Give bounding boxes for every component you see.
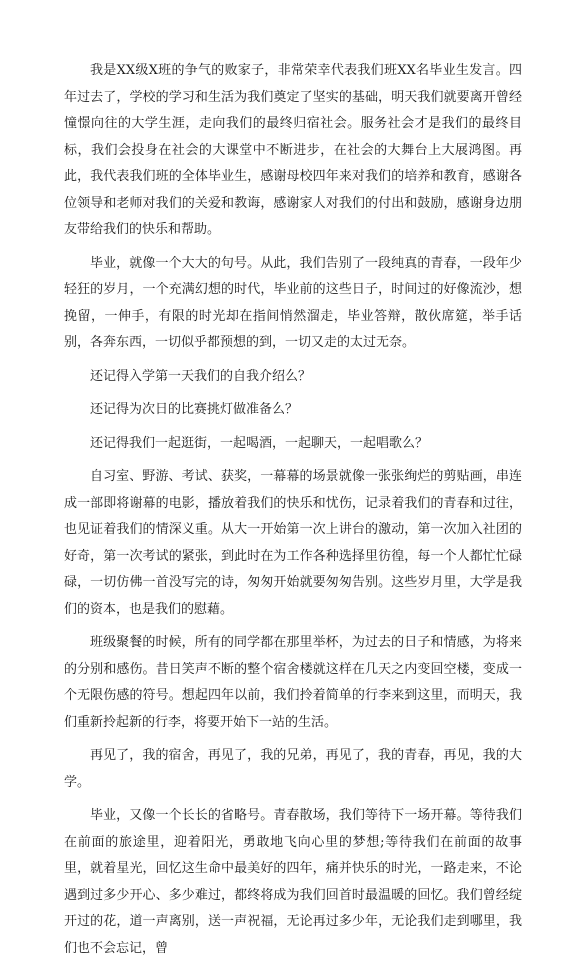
paragraph-farewell-dinner: 班级聚餐的时候，所有的同学都在那里举杯，为过去的日子和情感，为将来的分别和感伤。昔日笑声不断的整个宿舍楼就这样在几天之内变回空楼，变成一个无限伤感的符号。想起四年以前，我们拎着简单的行李来到这里，而明天，我们重新拎起新的行李，将要开始下一站的生活。 (64, 635, 522, 730)
paragraph-graduation-period: 毕业，就像一个大大的句号。从此，我们告别了一段纯真的青春，一段年少轻狂的岁月，一个充满幻想的时代，毕业前的这些日子，时间过的好像流沙，想挽留，一伸手，有限的时光却在指间悄然溜走，毕业答辩，散伙席筵，举手话别，各奔东西，一切似乎都预想的到，一切又走的太过无奈。 (64, 255, 522, 350)
paragraph-intro: 我是XX级X班的争气的败家子，非常荣幸代表我们班XX名毕业生发言。四年过去了，学校的学习和生活为我们奠定了坚实的基础，明天我们就要离开曾经憧憬向往的大学生涯，走向我们的最终归宿社会。服务社会才是我们的最终目标，我们会投身在社会的大课堂中不断进步，在社会的大舞台上大展鸿图。再此，我代表我们班的全体毕业生，感谢母校四年来对我们的培养和教育，感谢各位领导和老师对我们的关爱和教诲，感谢家人对我们的付出和鼓励，感谢身边朋友带给我们的快乐和帮助。 (64, 63, 522, 237)
paragraph-remember-together: 还记得我们一起逛街，一起喝酒，一起聊天，一起唱歌么？ (90, 435, 429, 451)
paragraph-remember-competition: 还记得为次日的比赛挑灯做准备么？ (90, 402, 299, 417)
paragraph-goodbye: 再见了，我的宿舍，再见了，我的兄弟，再见了，我的青春，再见，我的大学。 (64, 748, 522, 790)
document-body (64, 58, 522, 969)
paragraph-ellipsis: 毕业，又像一个长长的省略号。青春散场，我们等待下一场开幕。等待我们在前面的旅途里，迎着阳光，勇敢地飞向心里的梦想;等待我们在前面的故事里，就着星光，回忆这生命中最美好的四年，痛并快乐的时光，一路走来，不论遇到过多少开心、多少难过，都终将成为我们回首时最温暖的回忆。我们曾经绽开过的花，道一声离别，送一声祝福，无论再过多少年，无论我们走到哪里，我们也不会忘记，曾 (64, 808, 522, 956)
paragraph-remember-intro: 还记得入学第一天我们的自我介绍么？ (90, 368, 312, 384)
paragraph-memories: 自习室、野游、考试、获奖，一幕幕的场景就像一张张绚烂的剪贴画，串连成一部即将谢幕的电影，播放着我们的快乐和忧伤，记录着我们的青春和过往，也见证着我们的情深义重。从大一开始第一次上讲台的激动，第一次加入社团的好奇，第一次考试的紧张，到此时在为工作各种选择里彷徨，每一个人都忙忙碌碌，一切仿佛一首没写完的诗，匆匆开始就要匆匆告别。这些岁月里，大学是我们的资本，也是我们的慰藉。 (64, 469, 522, 617)
